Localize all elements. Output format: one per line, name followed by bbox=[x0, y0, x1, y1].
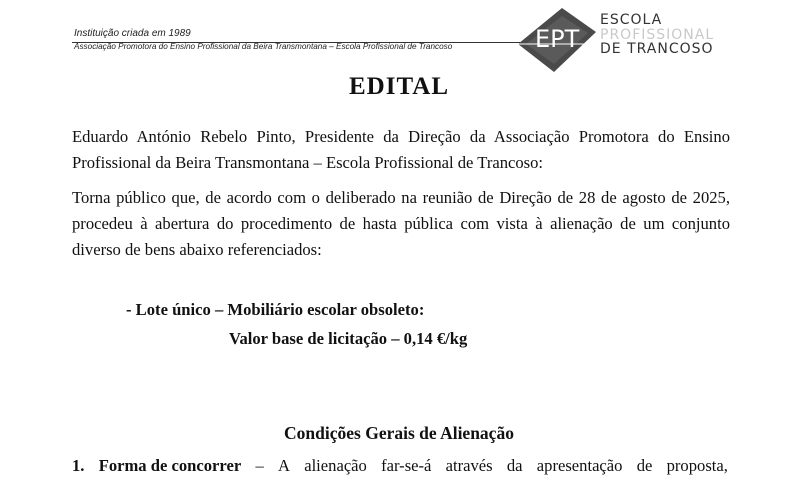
lot-title: - Lote único – Mobiliário escolar obsoleto: bbox=[126, 300, 425, 319]
logo-text bbox=[600, 13, 714, 57]
item-word: alienação bbox=[304, 456, 367, 475]
item-word: apresentação bbox=[536, 456, 623, 475]
item-number: 1. bbox=[72, 456, 85, 475]
item-word: através bbox=[445, 456, 493, 475]
item-word: far-se-á bbox=[381, 456, 432, 475]
logo-letters: EPT bbox=[535, 25, 580, 53]
condition-item-1 bbox=[72, 456, 728, 476]
item-word: – bbox=[255, 456, 264, 475]
paragraph-announcement: Torna público que, de acordo com o deliberado na reunião de Direção de 28 de agosto de 2025, procedeu à abertura do procedimento de hasta pública com vista à alienação de um conjunto diverso de bens abaixo referenciados: bbox=[72, 188, 730, 259]
item-word: de bbox=[636, 456, 653, 475]
document-title: EDITAL bbox=[348, 73, 449, 100]
header-founded: Instituição criada em 1989 bbox=[74, 28, 191, 39]
logo-line-trancoso: DE TRANCOSO bbox=[600, 41, 714, 57]
paragraph-president: Eduardo António Rebelo Pinto, Presidente da Direção da Associação Promotora do Ensino Profissional da Beira Transmontana – Escola Profissional de Trancoso: bbox=[72, 127, 730, 172]
base-price: Valor base de licitação – 0,14 €/kg bbox=[229, 329, 468, 348]
item-word: da bbox=[506, 456, 523, 475]
header-divider bbox=[72, 42, 540, 43]
header-association: Associação Promotora do Ensino Profissional da Beira Transmontana – Escola Profissional de Trancoso bbox=[74, 42, 453, 51]
header-text bbox=[74, 28, 452, 52]
conditions-heading: Condições Gerais de Alienação bbox=[284, 423, 514, 443]
item-title: Forma de concorrer bbox=[98, 456, 242, 475]
logo-line-escola: ESCOLA bbox=[600, 12, 663, 28]
logo-line-profissional: PROFISSIONAL bbox=[600, 27, 715, 43]
item-word: A bbox=[277, 456, 290, 475]
item-word: proposta, bbox=[666, 456, 728, 475]
